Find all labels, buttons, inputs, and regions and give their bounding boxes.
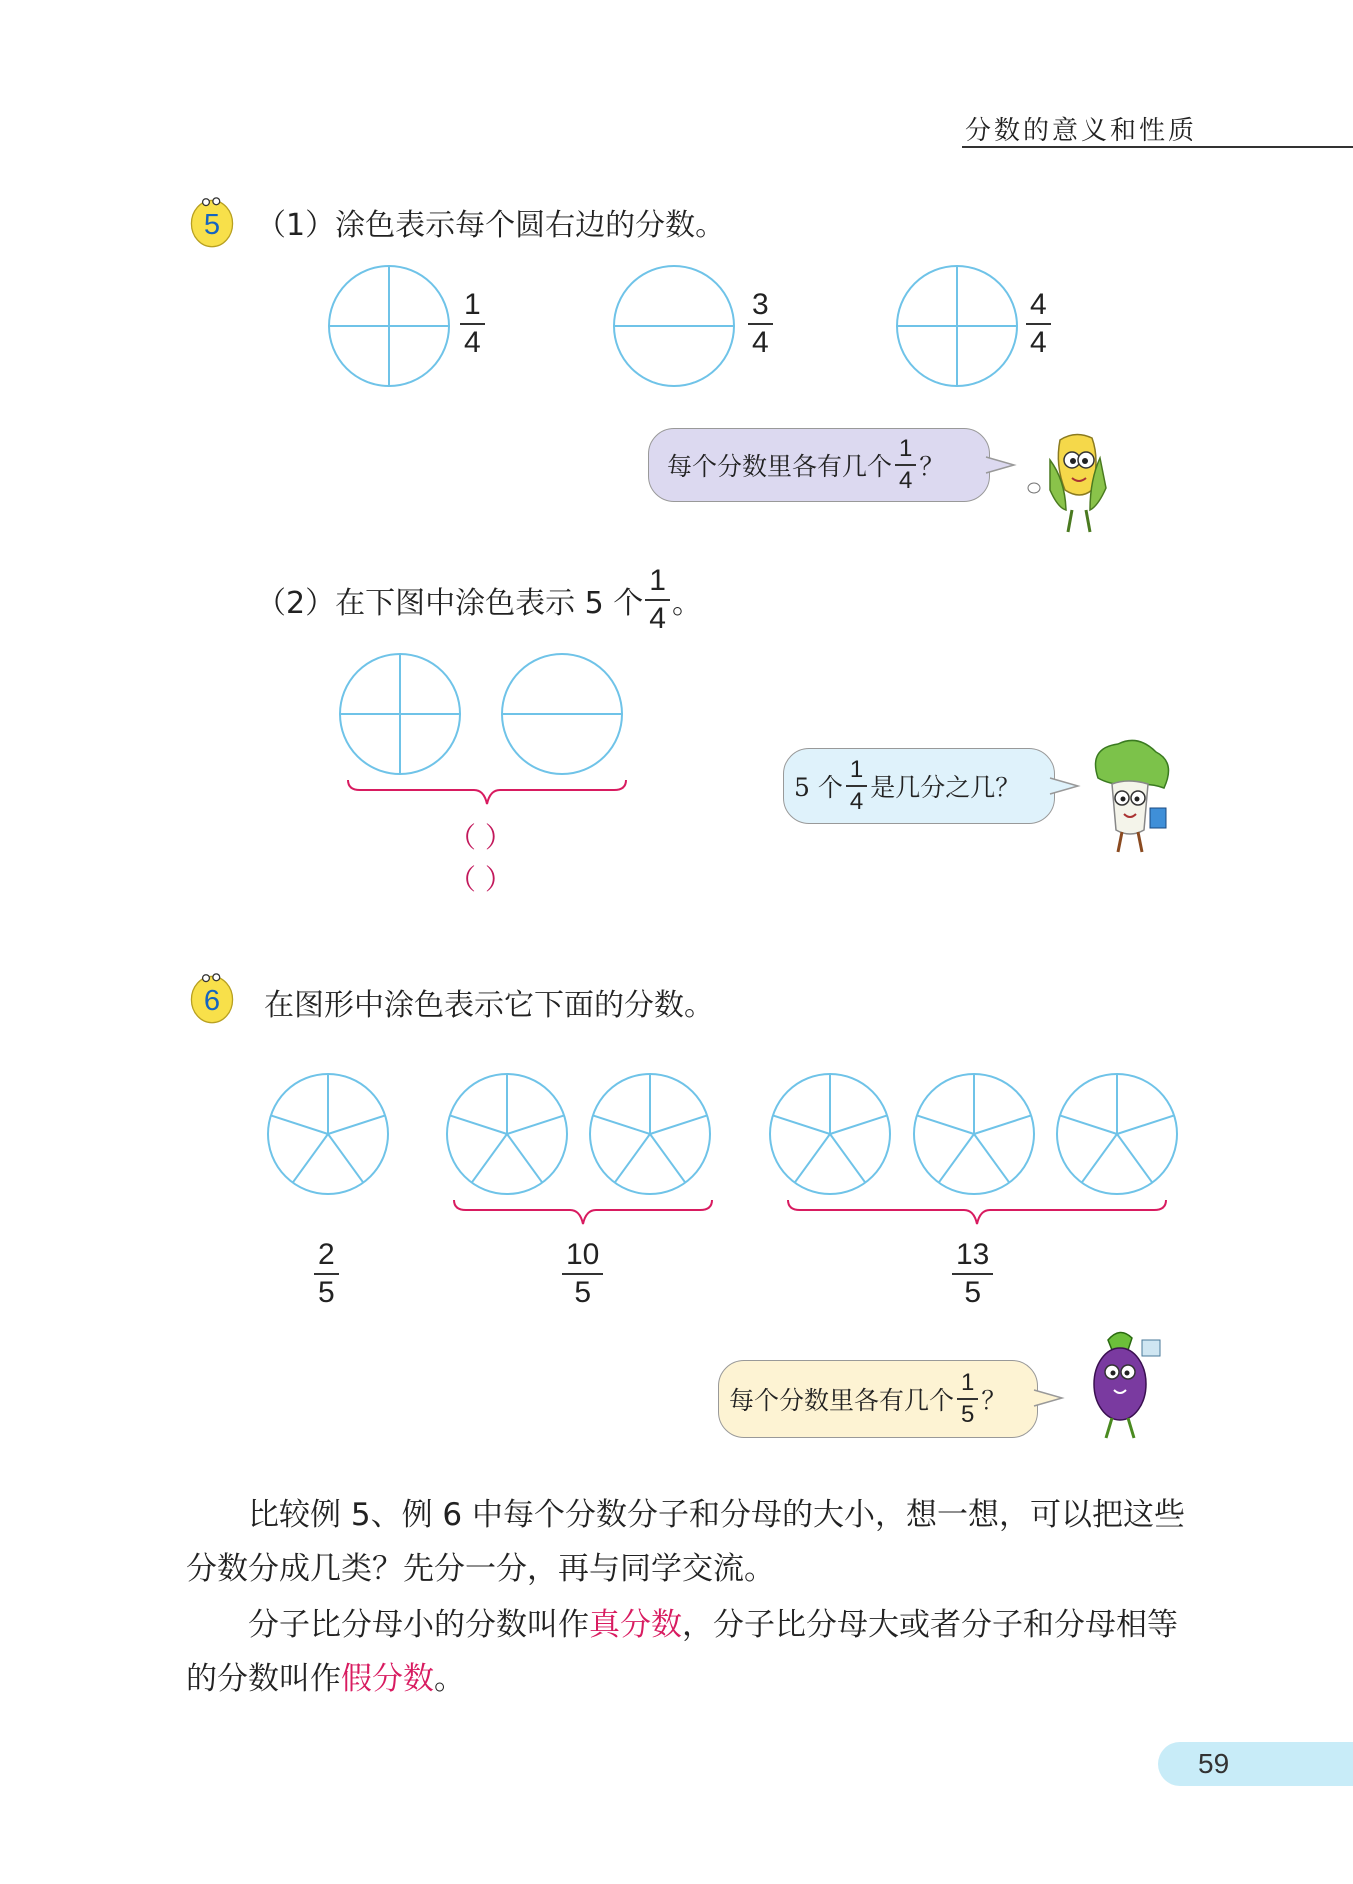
answer-numerator-blank[interactable]: （ ）: [448, 821, 513, 854]
brace-10-fifths: [452, 1198, 714, 1228]
speech-bubble-corn: 每个分数里各有几个 $\frac{1}{4}$ ？: [648, 428, 990, 502]
cabbage-mascot-icon: [1078, 738, 1178, 858]
bubble-tail-3: [1034, 1388, 1064, 1408]
circle-fifths-5[interactable]: [912, 1072, 1036, 1196]
example-6-number: 6: [203, 984, 221, 1017]
circle-fifths-4[interactable]: [768, 1072, 892, 1196]
fraction-4-4: $\frac{4}{4}$: [1026, 290, 1051, 358]
circle-halves-2[interactable]: [500, 652, 624, 776]
term-proper-fraction: 真分数: [589, 1607, 682, 1643]
corn-mascot-icon: [1020, 430, 1120, 542]
term-improper-fraction: 假分数: [341, 1661, 434, 1697]
fraction-10-5: $\frac{10}{5}$: [562, 1240, 603, 1308]
fraction-3-4: $\frac{3}{4}$: [748, 290, 773, 358]
example-6-badge: [188, 968, 236, 1026]
chapter-title: 分数的意义和性质: [965, 116, 1198, 146]
circle-fifths-6[interactable]: [1055, 1072, 1179, 1196]
circle-fifths-2[interactable]: [445, 1072, 569, 1196]
fraction-13-5: $\frac{13}{5}$: [952, 1240, 993, 1308]
brace-13-fifths: [786, 1198, 1168, 1228]
speech-bubble-eggplant: 每个分数里各有几个 $\frac{1}{5}$ ？: [718, 1360, 1038, 1438]
circle-quarters-1[interactable]: [327, 264, 451, 388]
fraction-2-5: $\frac{2}{5}$: [314, 1240, 339, 1308]
example-5-number: 5: [203, 208, 221, 241]
example-5-part2-label: （2）在下图中涂色表示 5 个 $\frac{1}{4}$ 。: [256, 564, 702, 635]
bubble-tail-2: [1050, 776, 1080, 796]
example-5-badge: [188, 192, 236, 250]
circle-fifths-1[interactable]: [266, 1072, 390, 1196]
circle-halves-1[interactable]: [612, 264, 736, 388]
speech-bubble-cabbage: 5 个 $\frac{1}{4}$ 是几分之几？: [783, 748, 1055, 824]
answer-denominator-blank[interactable]: （ ）: [448, 863, 513, 896]
discussion-paragraph: 比较例 5、例 6 中每个分数分子和分母的大小，想一想，可以把这些分数分成几类？先分一分，再与同学交流。: [186, 1497, 1186, 1587]
eggplant-mascot-icon: [1072, 1320, 1172, 1450]
page-number: 59: [1198, 1748, 1230, 1779]
example-5-part1-label: （1）涂色表示每个圆右边的分数。: [256, 208, 726, 243]
page-number-tab: [1158, 1742, 1353, 1786]
circle-quarters-2[interactable]: [895, 264, 1019, 388]
circle-quarters-3[interactable]: [338, 652, 462, 776]
fraction-1-4: $\frac{1}{4}$: [460, 290, 485, 358]
definition-paragraph: 分子比分母小的分数叫作真分数，分子比分母大或者分子和分母相等的分数叫作假分数。: [186, 1607, 1178, 1697]
header-divider: [962, 146, 1353, 148]
brace-5-quarters: [346, 778, 628, 808]
bubble-tail-1: [986, 455, 1016, 475]
circle-fifths-3[interactable]: [588, 1072, 712, 1196]
example-6-label: 在图形中涂色表示它下面的分数。: [264, 988, 714, 1023]
